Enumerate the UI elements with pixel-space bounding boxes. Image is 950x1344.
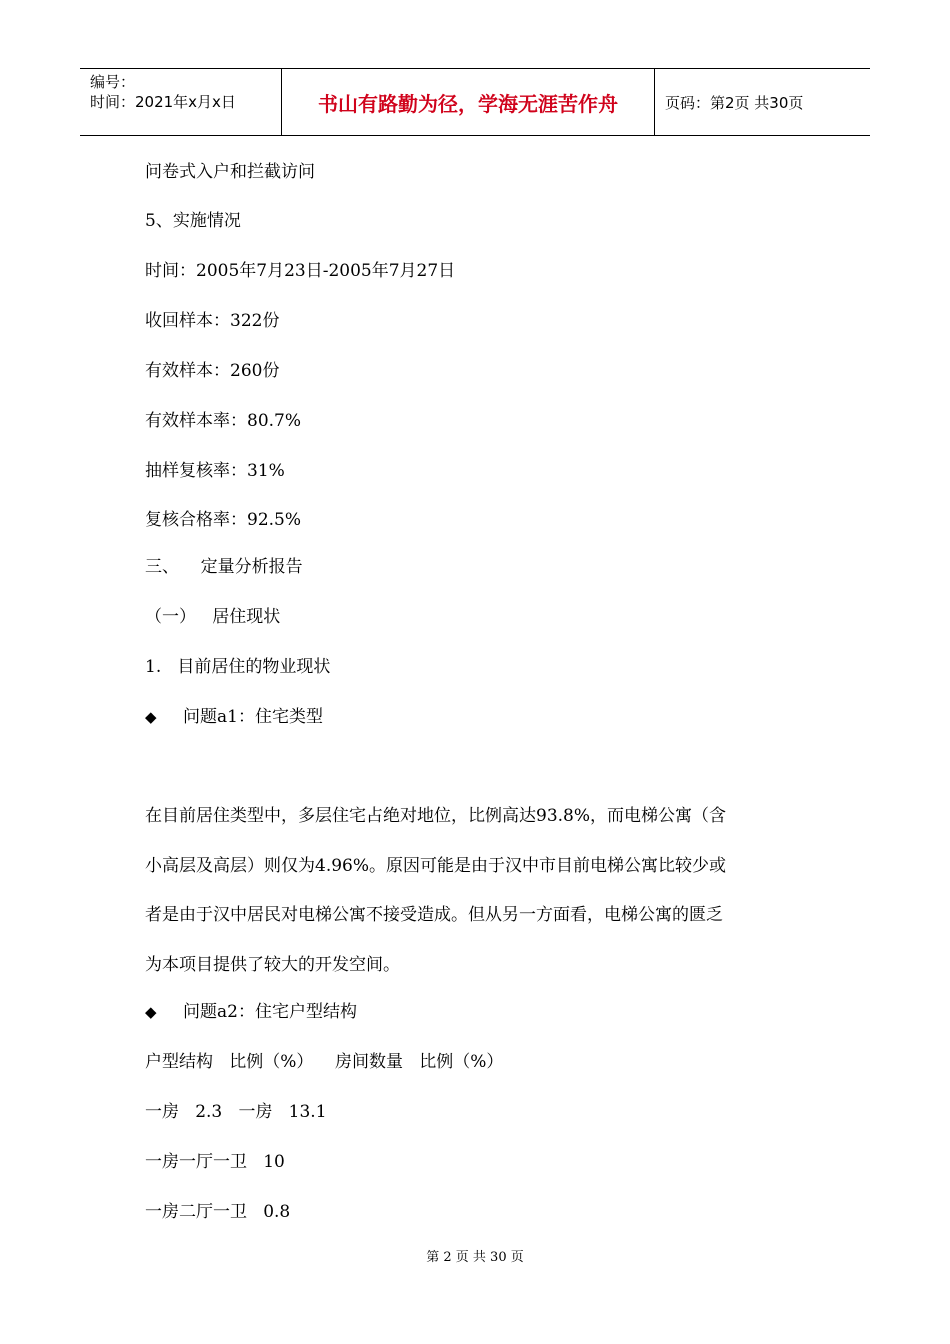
text-line: 时间：2005年7月23日-2005年7月27日 bbox=[145, 261, 456, 281]
table-row: 一房 2.3 一房 13.1 bbox=[145, 1102, 327, 1122]
text-line: 收回样本：322份 bbox=[145, 311, 280, 331]
question-a2 bbox=[145, 1002, 357, 1022]
diamond-bullet-icon: ◆ bbox=[145, 708, 157, 726]
table-header: 户型结构 比例（%） 房间数量 比例（%） bbox=[145, 1052, 504, 1072]
table-row: 一房二厅一卫 0.8 bbox=[145, 1202, 291, 1222]
page-footer: 第 2 页 共 30 页 bbox=[426, 1250, 524, 1265]
header-meta bbox=[80, 69, 282, 135]
page-header bbox=[80, 68, 870, 136]
question-a1 bbox=[145, 707, 323, 727]
text-line: 有效样本：260份 bbox=[145, 361, 280, 381]
text-line: 复核合格率：92.5% bbox=[145, 510, 302, 530]
text-line: 有效样本率：80.7% bbox=[145, 411, 302, 431]
text-line: 抽样复核率：31% bbox=[145, 461, 285, 481]
subsection-heading: 1. 目前居住的物业现状 bbox=[145, 657, 331, 677]
question-text: 问题a1：住宅类型 bbox=[183, 707, 323, 727]
time-label: 时间：2021年x月x日 bbox=[90, 93, 236, 111]
diamond-bullet-icon: ◆ bbox=[145, 1003, 157, 1021]
question-text: 问题a2：住宅户型结构 bbox=[183, 1002, 357, 1022]
header-motto: 书山有路勤为径，学海无涯苦作舟 bbox=[282, 69, 655, 135]
section-heading: 三、 定量分析报告 bbox=[145, 557, 303, 577]
paragraph-line: 小高层及高层）则仅为4.96%。原因可能是由于汉中市目前电梯公寓比较少或 bbox=[145, 856, 727, 876]
paragraph-line: 为本项目提供了较大的开发空间。 bbox=[145, 955, 400, 975]
number-label: 编号： bbox=[90, 73, 136, 91]
paragraph-line: 在目前居住类型中，多层住宅占绝对地位，比例高达93.8%，而电梯公寓（含 bbox=[145, 806, 727, 826]
header-page-info: 页码：第2页 共30页 bbox=[665, 93, 804, 112]
text-line: 问卷式入户和拦截访问 bbox=[145, 162, 315, 182]
table-row: 一房一厅一卫 10 bbox=[145, 1152, 285, 1172]
paragraph-line: 者是由于汉中居民对电梯公寓不接受造成。但从另一方面看，电梯公寓的匮乏 bbox=[145, 905, 723, 925]
section-heading: 5、实施情况 bbox=[145, 211, 241, 231]
subsection-heading: （一） 居住现状 bbox=[145, 607, 281, 627]
